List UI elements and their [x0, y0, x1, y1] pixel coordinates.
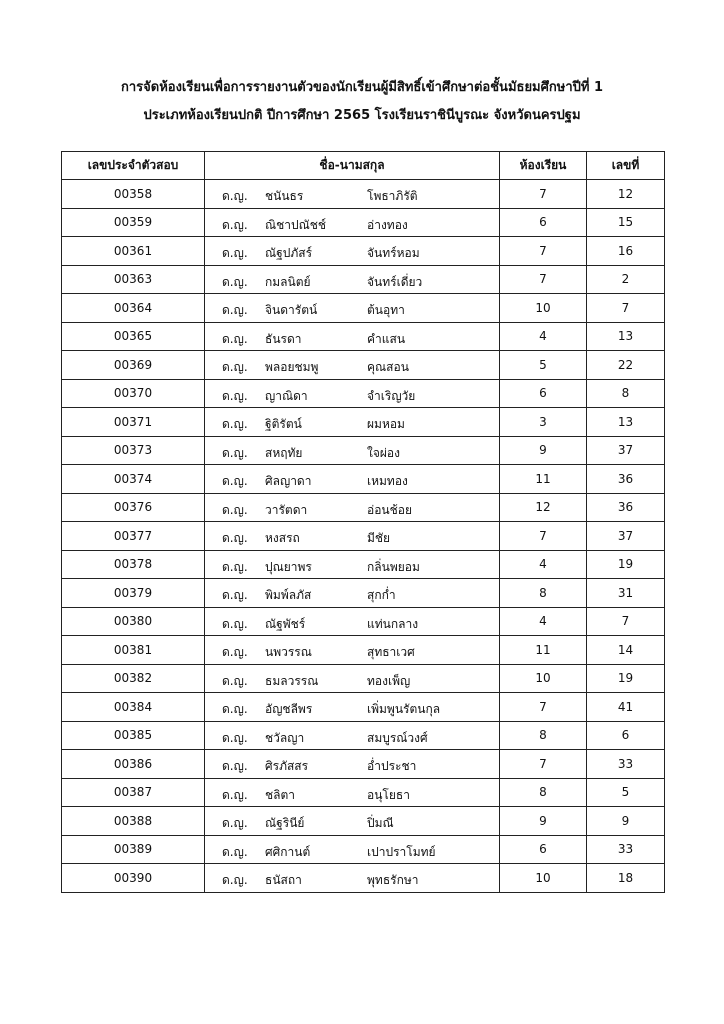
exam-id-cell: 00386 — [62, 750, 205, 779]
table-row — [62, 265, 665, 294]
room-cell: 9 — [500, 807, 587, 836]
name-prefix: ด.ญ. — [222, 730, 248, 745]
room-cell: 4 — [500, 607, 587, 636]
exam-id-cell: 00389 — [62, 835, 205, 864]
table-row — [62, 864, 665, 893]
table-row — [62, 693, 665, 722]
column-header-room: ห้องเรียน — [500, 152, 587, 180]
exam-id-cell: 00373 — [62, 436, 205, 465]
seat-number-cell: 37 — [587, 522, 665, 551]
full-name-cell — [205, 408, 500, 437]
table-row — [62, 465, 665, 494]
last-name: พุทธรักษา — [367, 873, 419, 887]
room-cell: 9 — [500, 436, 587, 465]
table-row — [62, 322, 665, 351]
full-name-cell — [205, 750, 500, 779]
seat-number-cell: 31 — [587, 579, 665, 608]
exam-id-cell: 00380 — [62, 607, 205, 636]
name-prefix: ด.ญ. — [222, 673, 248, 688]
first-name: ธนัสถา — [265, 873, 302, 887]
last-name: ผมหอม — [367, 417, 405, 431]
first-name: ณิชาปณัชช์ — [265, 217, 327, 232]
seat-number-cell: 9 — [587, 807, 665, 836]
name-prefix: ด.ญ. — [222, 759, 248, 773]
seat-number-cell: 15 — [587, 208, 665, 237]
full-name-cell — [205, 550, 500, 579]
table-row — [62, 408, 665, 437]
full-name-cell — [205, 351, 500, 380]
first-name: ณัฐปภัสร์ — [265, 246, 313, 260]
last-name: ปิ่มณี — [367, 816, 394, 830]
first-name: สหฤทัย — [265, 445, 303, 460]
last-name: คุณสอน — [367, 360, 409, 374]
first-name: ศิลญาดา — [265, 474, 312, 488]
first-name: ณัฐพัชร์ — [265, 616, 306, 631]
exam-id-cell: 00379 — [62, 579, 205, 608]
room-cell: 3 — [500, 408, 587, 437]
column-header-full-name: ชื่อ-นามสกุล — [205, 152, 500, 180]
room-cell: 7 — [500, 522, 587, 551]
name-prefix: ด.ญ. — [222, 531, 248, 545]
full-name-cell — [205, 265, 500, 294]
seat-number-cell: 19 — [587, 550, 665, 579]
table-row — [62, 607, 665, 636]
name-prefix: ด.ญ. — [222, 274, 248, 289]
seat-number-cell: 8 — [587, 379, 665, 408]
full-name-cell — [205, 721, 500, 750]
room-cell: 6 — [500, 208, 587, 237]
full-name-cell — [205, 522, 500, 551]
first-name: ชวัลญา — [265, 730, 305, 745]
name-prefix: ด.ญ. — [222, 388, 248, 403]
seat-number-cell: 33 — [587, 835, 665, 864]
last-name: สุกก่ำ — [367, 588, 396, 602]
first-name: จินดารัตน์ — [265, 303, 318, 317]
first-name: ศศิกานต์ — [265, 844, 311, 859]
last-name: เหมทอง — [367, 474, 408, 488]
document-title: การจัดห้องเรียนเพื่อการรายงานตัวของนักเรียนผู้มีสิทธิ์เข้าศึกษาต่อชั้นมัธยมศึกษาปีที่ 1 — [120, 80, 604, 95]
room-cell: 11 — [500, 465, 587, 494]
exam-id-cell: 00381 — [62, 636, 205, 665]
last-name: สมบูรณ์วงศ์ — [367, 730, 428, 745]
room-cell: 10 — [500, 294, 587, 323]
name-prefix: ด.ญ. — [222, 645, 248, 659]
table-row — [62, 579, 665, 608]
full-name-cell — [205, 379, 500, 408]
room-cell: 8 — [500, 579, 587, 608]
full-name-cell — [205, 807, 500, 836]
first-name: ศิรภัสสร — [265, 759, 309, 773]
exam-id-cell: 00361 — [62, 237, 205, 266]
exam-id-cell: 00358 — [62, 180, 205, 209]
name-prefix: ด.ญ. — [222, 445, 248, 460]
full-name-cell — [205, 778, 500, 807]
full-name-cell — [205, 436, 500, 465]
table-row — [62, 237, 665, 266]
exam-id-cell: 00374 — [62, 465, 205, 494]
room-cell: 4 — [500, 550, 587, 579]
seat-number-cell: 7 — [587, 607, 665, 636]
full-name-cell — [205, 180, 500, 209]
full-name-cell — [205, 864, 500, 893]
name-prefix: ด.ญ. — [222, 559, 248, 574]
first-name: ชนันธร — [265, 189, 304, 203]
name-prefix: ด.ญ. — [222, 873, 248, 887]
table-row — [62, 664, 665, 693]
name-prefix: ด.ญ. — [222, 702, 248, 716]
seat-number-cell: 2 — [587, 265, 665, 294]
exam-id-cell: 00384 — [62, 693, 205, 722]
name-prefix: ด.ญ. — [222, 588, 248, 602]
last-name: อ่ำประชา — [367, 759, 417, 773]
name-prefix: ด.ญ. — [222, 474, 248, 488]
exam-id-cell: 00370 — [62, 379, 205, 408]
seat-number-cell: 5 — [587, 778, 665, 807]
room-cell: 5 — [500, 351, 587, 380]
last-name: เปาปราโมทย์ — [367, 844, 436, 859]
seat-number-cell: 13 — [587, 408, 665, 437]
table-row — [62, 180, 665, 209]
room-cell: 10 — [500, 664, 587, 693]
exam-id-cell: 00365 — [62, 322, 205, 351]
first-name: ชลิตา — [265, 787, 296, 802]
name-prefix: ด.ญ. — [222, 217, 248, 232]
last-name: จันทร์เดี่ยว — [367, 274, 423, 289]
full-name-cell — [205, 835, 500, 864]
last-name: มีชัย — [367, 531, 391, 545]
table-row — [62, 493, 665, 522]
last-name: อนุโยธา — [367, 787, 410, 802]
last-name: อ่างทอง — [367, 217, 408, 232]
seat-number-cell: 22 — [587, 351, 665, 380]
first-name: กมลนิตย์ — [265, 274, 311, 289]
first-name: ญาณิดา — [265, 388, 308, 403]
last-name: เพิ่มพูนรัตนกุล — [367, 702, 441, 716]
room-cell: 6 — [500, 835, 587, 864]
table-row — [62, 436, 665, 465]
room-cell: 8 — [500, 778, 587, 807]
seat-number-cell: 37 — [587, 436, 665, 465]
room-cell: 7 — [500, 265, 587, 294]
room-cell: 8 — [500, 721, 587, 750]
table-row — [62, 379, 665, 408]
full-name-cell — [205, 294, 500, 323]
last-name: อ่อนช้อย — [367, 502, 412, 517]
name-prefix: ด.ญ. — [222, 331, 248, 346]
table-row — [62, 636, 665, 665]
first-name: พิมพ์ลภัส — [265, 588, 312, 602]
exam-id-cell: 00369 — [62, 351, 205, 380]
table-row — [62, 522, 665, 551]
full-name-cell — [205, 208, 500, 237]
seat-number-cell: 19 — [587, 664, 665, 693]
last-name: กลิ่นพยอม — [367, 559, 420, 574]
table-row — [62, 750, 665, 779]
column-header-exam-id: เลขประจำตัวสอบ — [62, 152, 205, 180]
full-name-cell — [205, 579, 500, 608]
last-name: จำเริญวัย — [367, 388, 416, 403]
seat-number-cell: 13 — [587, 322, 665, 351]
first-name: ณัฐรินีย์ — [265, 816, 305, 830]
table-header-row — [62, 152, 665, 180]
last-name: ใจผ่อง — [367, 445, 400, 460]
room-cell: 12 — [500, 493, 587, 522]
exam-id-cell: 00387 — [62, 778, 205, 807]
room-cell: 4 — [500, 322, 587, 351]
room-cell: 7 — [500, 693, 587, 722]
seat-number-cell: 6 — [587, 721, 665, 750]
first-name: ปุณยาพร — [265, 559, 312, 574]
exam-id-cell: 00390 — [62, 864, 205, 893]
seat-number-cell: 14 — [587, 636, 665, 665]
first-name: นพวรรณ — [265, 645, 312, 659]
last-name: โพธาภิรัติ — [367, 189, 418, 203]
seat-number-cell: 36 — [587, 465, 665, 494]
exam-id-cell: 00359 — [62, 208, 205, 237]
full-name-cell — [205, 493, 500, 522]
room-cell: 7 — [500, 180, 587, 209]
seat-number-cell: 12 — [587, 180, 665, 209]
table-row — [62, 294, 665, 323]
name-prefix: ด.ญ. — [222, 246, 248, 260]
column-header-seat-number: เลขที่ — [587, 152, 665, 180]
seat-number-cell: 33 — [587, 750, 665, 779]
table-body — [62, 180, 665, 893]
room-cell: 11 — [500, 636, 587, 665]
table-row — [62, 721, 665, 750]
name-prefix: ด.ญ. — [222, 816, 248, 830]
seat-number-cell: 7 — [587, 294, 665, 323]
table-row — [62, 208, 665, 237]
first-name: ธันรดา — [265, 331, 302, 346]
student-roster-table — [61, 151, 665, 893]
table-row — [62, 351, 665, 380]
first-name: อัญชลีพร — [265, 702, 313, 716]
room-cell: 10 — [500, 864, 587, 893]
full-name-cell — [205, 465, 500, 494]
exam-id-cell: 00385 — [62, 721, 205, 750]
document-subtitle: ประเภทห้องเรียนปกติ ปีการศึกษา 2565 โรงเรียนราชินีบูรณะ จังหวัดนครปฐม — [143, 108, 581, 123]
exam-id-cell: 00388 — [62, 807, 205, 836]
last-name: แท่นกลาง — [367, 616, 419, 631]
name-prefix: ด.ญ. — [222, 303, 248, 317]
exam-id-cell: 00376 — [62, 493, 205, 522]
last-name: คำแสน — [367, 331, 406, 346]
seat-number-cell: 36 — [587, 493, 665, 522]
first-name: วารัตดา — [265, 502, 308, 517]
exam-id-cell: 00382 — [62, 664, 205, 693]
name-prefix: ด.ญ. — [222, 787, 248, 802]
exam-id-cell: 00363 — [62, 265, 205, 294]
room-cell: 6 — [500, 379, 587, 408]
exam-id-cell: 00364 — [62, 294, 205, 323]
full-name-cell — [205, 636, 500, 665]
table-row — [62, 835, 665, 864]
last-name: ทองเพ็ญ — [367, 673, 411, 688]
name-prefix: ด.ญ. — [222, 189, 248, 203]
last-name: ต้นอุทา — [367, 303, 405, 317]
room-cell: 7 — [500, 237, 587, 266]
full-name-cell — [205, 664, 500, 693]
first-name: ธมลวรรณ — [265, 673, 319, 688]
name-prefix: ด.ญ. — [222, 502, 248, 517]
table-row — [62, 778, 665, 807]
first-name: ฐิติรัตน์ — [265, 417, 302, 431]
name-prefix: ด.ญ. — [222, 417, 248, 431]
last-name: จันทร์หอม — [367, 246, 420, 260]
seat-number-cell: 18 — [587, 864, 665, 893]
room-cell: 7 — [500, 750, 587, 779]
name-prefix: ด.ญ. — [222, 844, 248, 859]
first-name: หงสรถ — [265, 531, 300, 545]
first-name: พลอยชมพู — [265, 360, 319, 374]
table-row — [62, 807, 665, 836]
full-name-cell — [205, 322, 500, 351]
full-name-cell — [205, 237, 500, 266]
full-name-cell — [205, 693, 500, 722]
table-row — [62, 550, 665, 579]
exam-id-cell: 00371 — [62, 408, 205, 437]
name-prefix: ด.ญ. — [222, 616, 248, 631]
full-name-cell — [205, 607, 500, 636]
exam-id-cell: 00377 — [62, 522, 205, 551]
exam-id-cell: 00378 — [62, 550, 205, 579]
last-name: สุทธาเวศ — [367, 645, 415, 659]
seat-number-cell: 41 — [587, 693, 665, 722]
seat-number-cell: 16 — [587, 237, 665, 266]
name-prefix: ด.ญ. — [222, 360, 248, 374]
